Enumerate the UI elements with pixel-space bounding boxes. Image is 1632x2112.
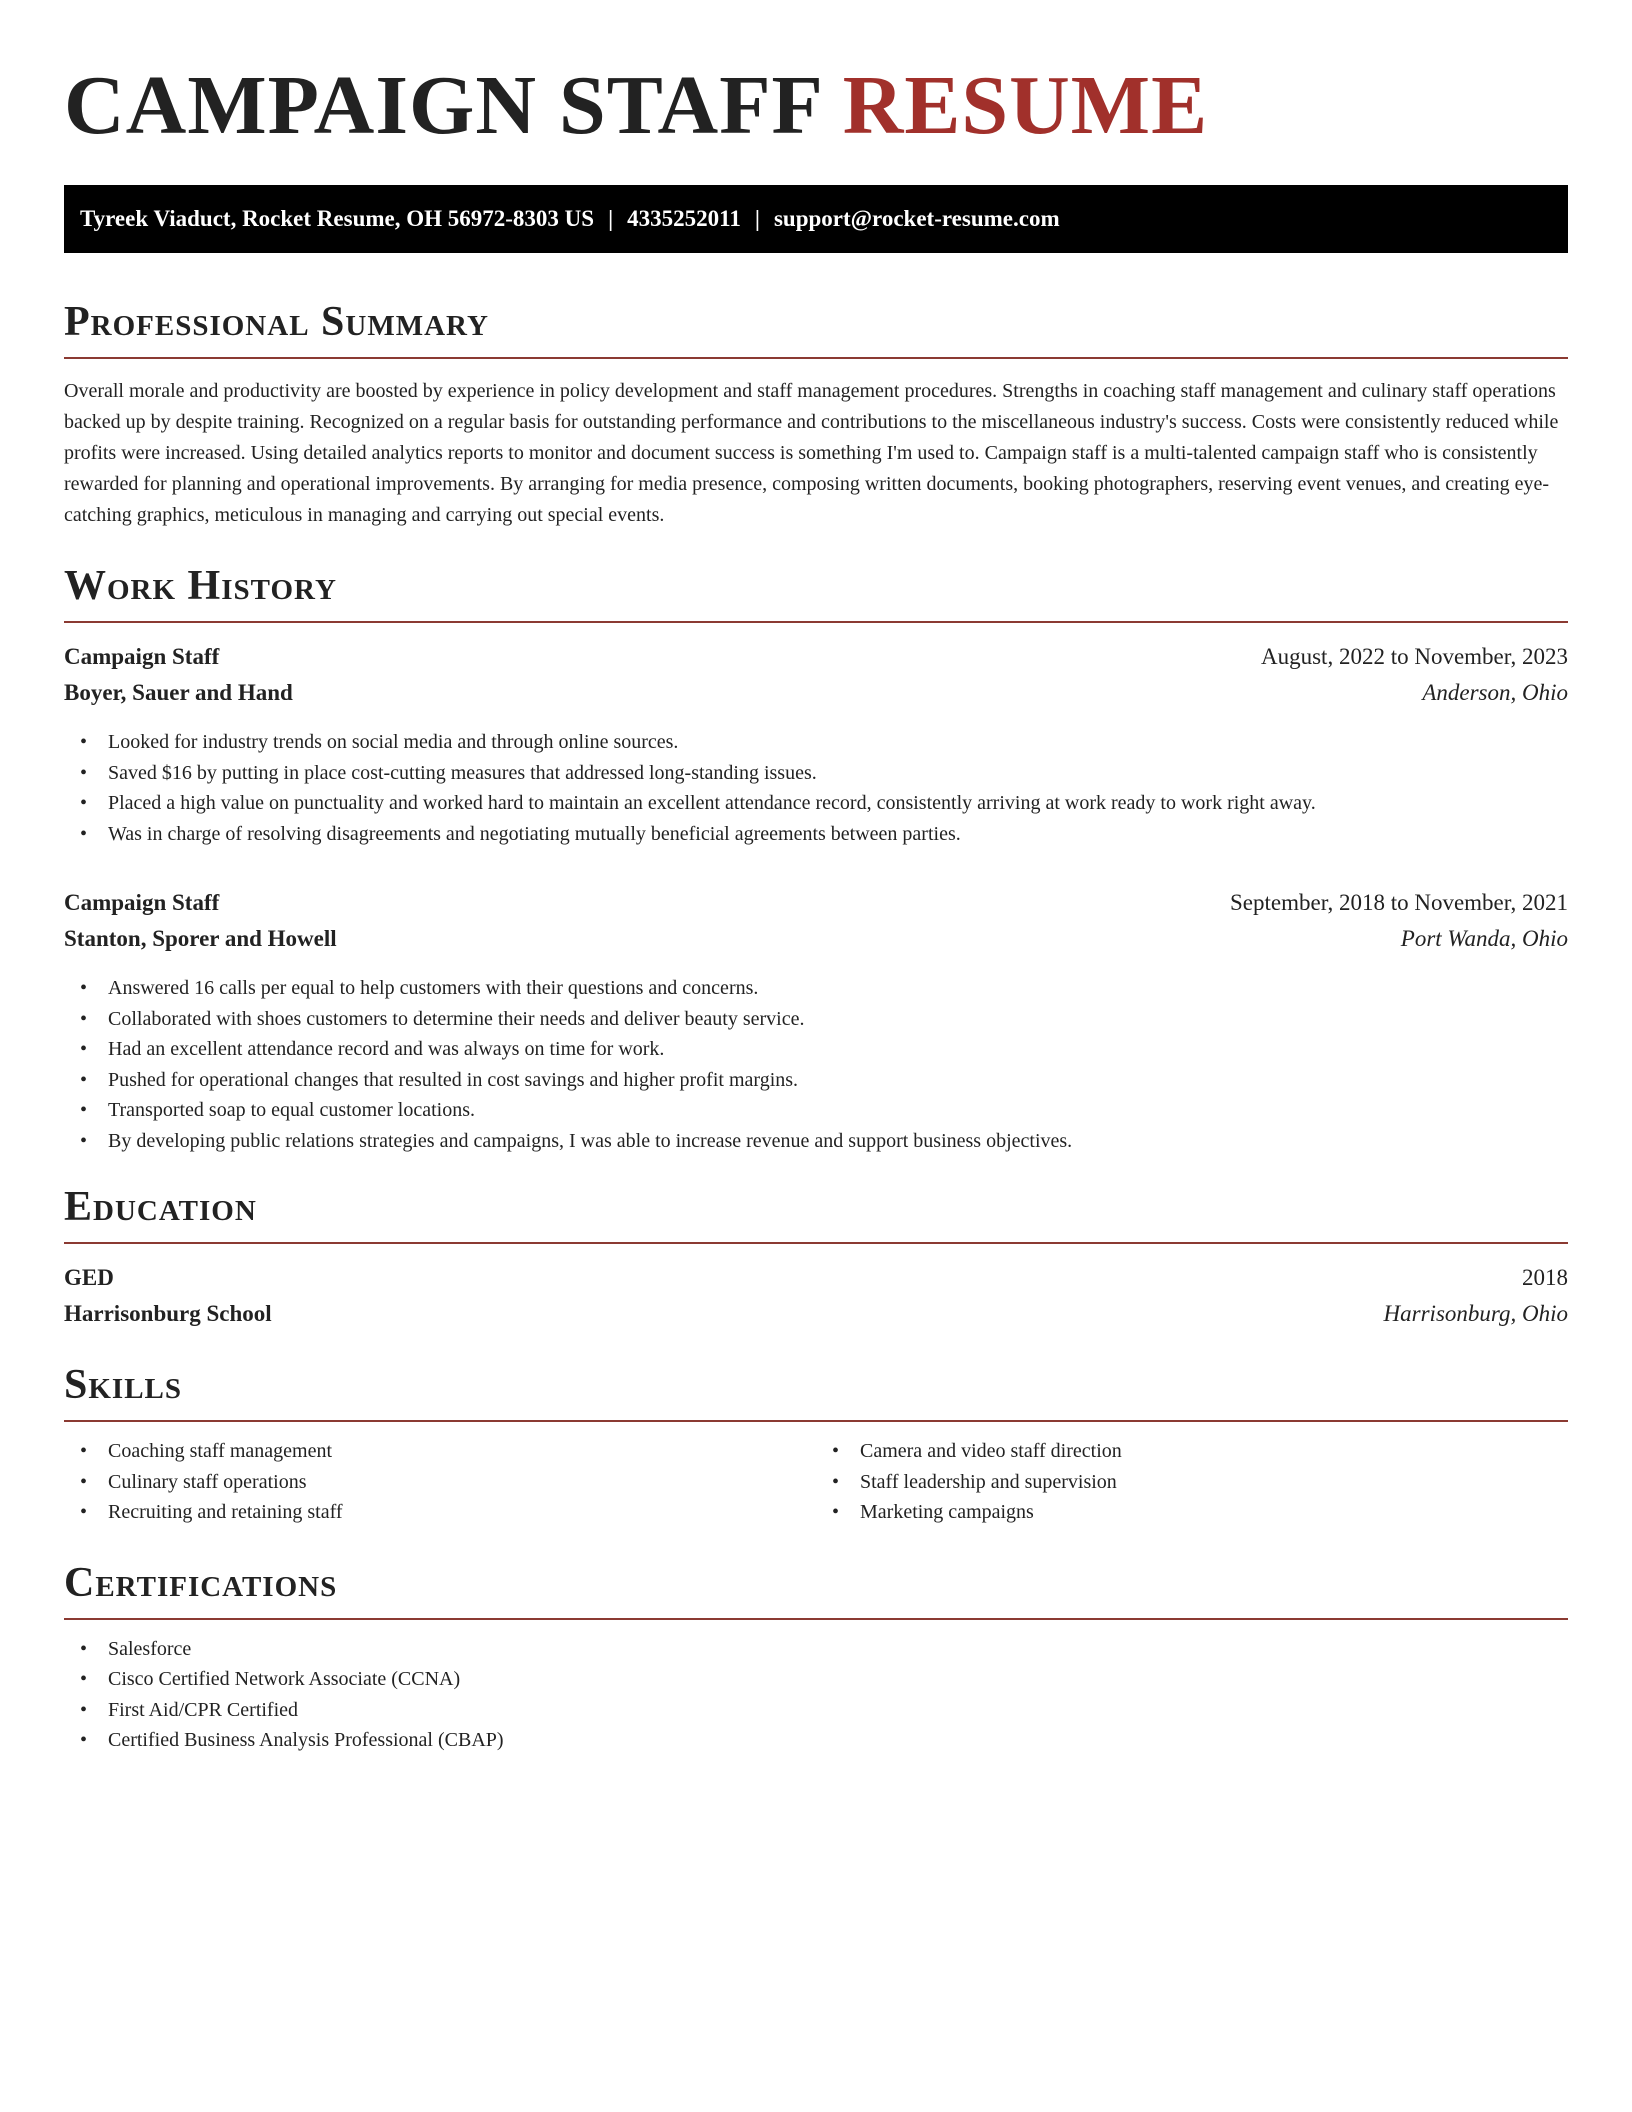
skills-column-left [64, 1436, 816, 1528]
job-bullet: • Had an excellent attendance record and was always on time for work. [64, 1034, 1568, 1065]
contact-address: Tyreek Viaduct, Rocket Resume, OH 56972-8303 US [80, 206, 595, 231]
job-bullet: • Looked for industry trends on social media and through online sources. [64, 727, 1568, 758]
job-dates: August, 2022 to November, 2023 [1261, 644, 1568, 669]
skill-item: • Camera and video staff direction [816, 1436, 1568, 1467]
skill-item: • Culinary staff operations [64, 1467, 816, 1498]
work-heading: Work History [64, 565, 1568, 623]
job-title-row [64, 639, 1568, 675]
job-entry [64, 885, 1568, 1156]
education-section [64, 1186, 1568, 1332]
job-company: Stanton, Sporer and Howell [64, 926, 337, 951]
certification-item: • Salesforce [64, 1634, 1568, 1665]
job-location: Port Wanda, Ohio [1400, 926, 1568, 951]
education-degree-row [64, 1260, 1568, 1296]
job-bullet: • Saved $16 by putting in place cost-cutting measures that addressed long-standing issues. [64, 758, 1568, 789]
work-section [64, 565, 1568, 1156]
education-school-row [64, 1296, 1568, 1332]
education-school: Harrisonburg School [64, 1301, 272, 1326]
job-location: Anderson, Ohio [1422, 680, 1568, 705]
summary-text: Overall morale and productivity are boosted by experience in policy development and staff management procedures. Strengths in coaching staff management and culinary staff operations backed up by despite training. Recognized on a regular basis for outstanding performance and contributions to the miscellaneous industry's success. Costs were consistently reduced while profits were increased. Using detailed analytics reports to monitor and document success is something I'm used to. Campaign staff is a multi-talented campaign staff who is consistently rewarded for planning and operational improvements. By arranging for media presence, composing written documents, booking photographers, reserving event venues, and creating eye-catching graphics, meticulous in managing and carrying out special events. [64, 380, 1559, 526]
education-year: 2018 [1522, 1265, 1568, 1290]
contact-phone: 4335252011 [627, 206, 741, 231]
title-accent: RESUME [842, 59, 1209, 152]
certifications-section [64, 1559, 1568, 1756]
job-bullet: • Placed a high value on punctuality and worked hard to maintain an excellent attendance record, consistently arriving at work ready to work right away. [64, 788, 1568, 819]
job-bullets [64, 973, 1568, 1156]
job-company: Boyer, Sauer and Hand [64, 680, 293, 705]
certifications-list [64, 1634, 1568, 1756]
contact-email[interactable]: support@rocket-resume.com [773, 206, 1060, 231]
education-heading: Education [64, 1186, 1568, 1244]
summary-section [64, 301, 1568, 531]
certification-item: • Certified Business Analysis Professional (CBAP) [64, 1725, 1568, 1756]
education-entry [64, 1260, 1568, 1332]
job-bullet: • Collaborated with shoes customers to determine their needs and deliver beauty service. [64, 1004, 1568, 1035]
job-company-row [64, 675, 1568, 711]
certification-item: • First Aid/CPR Certified [64, 1695, 1568, 1726]
job-bullets [64, 727, 1568, 849]
skills-column-right [816, 1436, 1568, 1528]
skills-section [64, 1364, 1568, 1528]
skills-heading: Skills [64, 1364, 1568, 1422]
summary-heading: Professional Summary [64, 301, 1568, 359]
job-title-row [64, 885, 1568, 921]
skill-item: • Coaching staff management [64, 1436, 816, 1467]
contact-separator: | [754, 206, 760, 231]
education-degree: GED [64, 1265, 114, 1290]
certifications-heading: Certifications [64, 1562, 1568, 1620]
job-title: Campaign Staff [64, 890, 220, 915]
resume-title [64, 56, 1568, 152]
job-title: Campaign Staff [64, 644, 220, 669]
skill-item: • Recruiting and retaining staff [64, 1497, 816, 1528]
job-entry [64, 639, 1568, 849]
contact-bar [64, 185, 1568, 253]
job-company-row [64, 921, 1568, 957]
job-dates: September, 2018 to November, 2021 [1230, 890, 1568, 915]
job-bullet: • Pushed for operational changes that resulted in cost savings and higher profit margins. [64, 1065, 1568, 1096]
job-bullet: • Transported soap to equal customer locations. [64, 1095, 1568, 1126]
job-bullet: • By developing public relations strategies and campaigns, I was able to increase revenue and support business objectives. [64, 1126, 1568, 1157]
skills-grid [64, 1436, 1568, 1528]
title-main: CAMPAIGN STAFF [64, 59, 821, 152]
certification-item: • Cisco Certified Network Associate (CCNA) [64, 1664, 1568, 1695]
job-bullet: • Was in charge of resolving disagreements and negotiating mutually beneficial agreements between parties. [64, 819, 1568, 850]
job-bullet: • Answered 16 calls per equal to help customers with their questions and concerns. [64, 973, 1568, 1004]
education-location: Harrisonburg, Ohio [1383, 1301, 1568, 1326]
skill-item: • Staff leadership and supervision [816, 1467, 1568, 1498]
skill-item: • Marketing campaigns [816, 1497, 1568, 1528]
contact-separator: | [608, 206, 614, 231]
